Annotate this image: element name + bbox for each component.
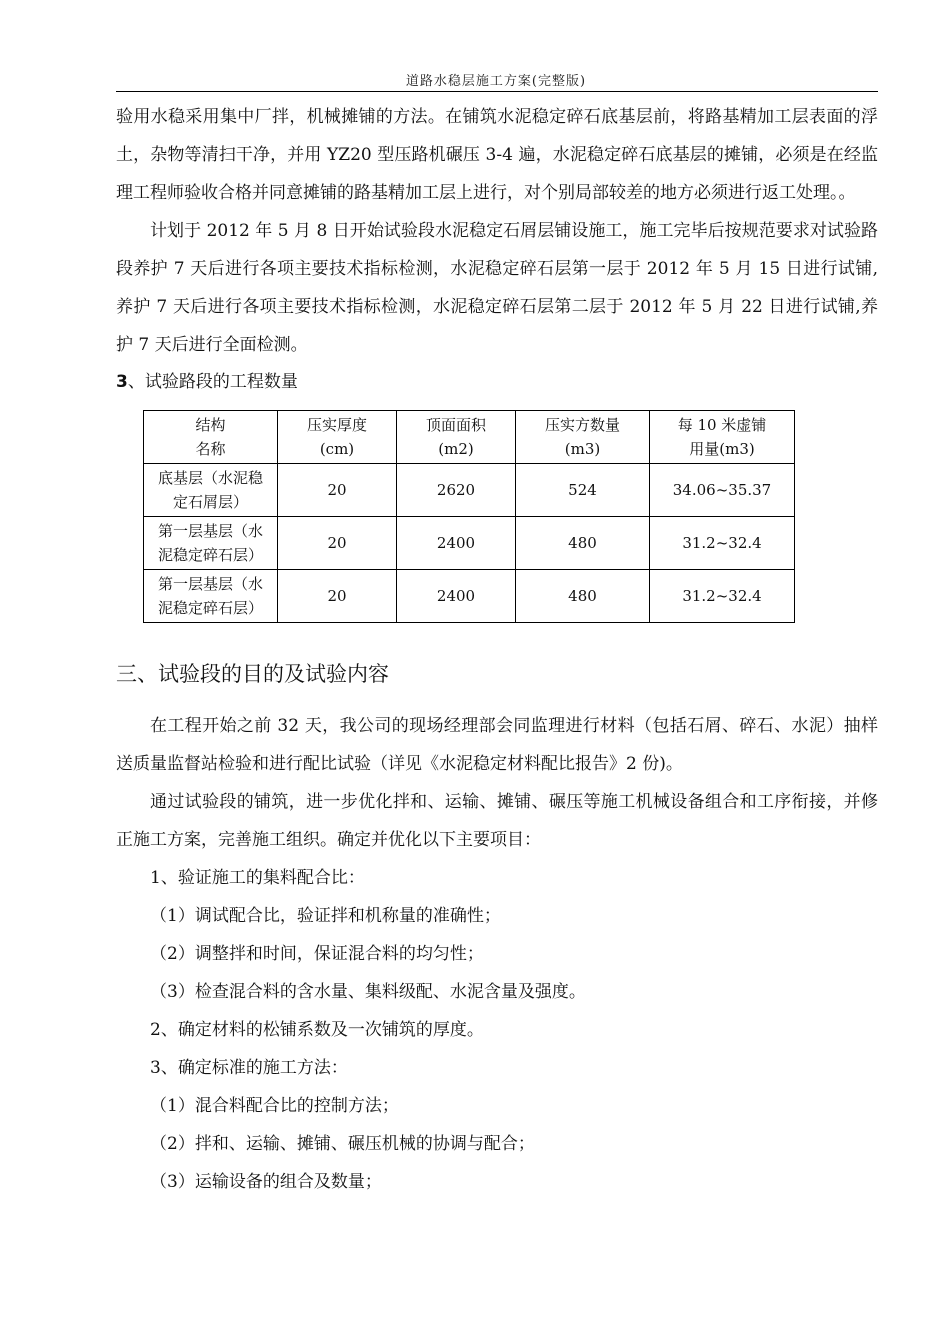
header-cell-area: 顶面面积 (m2): [397, 411, 516, 464]
materials-paragraph: 在工程开始之前 32 天，我公司的现场经理部会同监理进行材料（包括石屑、碎石、水泥）抽样送质量监督站检验和进行配比试验（详见《水泥稳定材料配比报告》2 份)。: [116, 716, 878, 774]
cell-name: 底基层（水泥稳 定石屑层）: [144, 464, 278, 517]
list-item: 1、验证施工的集料配合比：: [150, 868, 365, 888]
list-item: （3）运输设备的组合及数量；: [150, 1172, 382, 1192]
cell-volume: 480: [516, 517, 650, 570]
cell-usage: 31.2~32.4: [650, 570, 795, 623]
table-row: [144, 517, 795, 570]
cell-thickness: 20: [278, 570, 397, 623]
header-rule: [116, 91, 878, 92]
list-item: （2）调整拌和时间，保证混合料的均匀性；: [150, 944, 484, 964]
header-cell-thickness: 压实厚度 (cm): [278, 411, 397, 464]
section-3-number: 3: [116, 372, 128, 392]
cell-usage: 34.06~35.37: [650, 464, 795, 517]
list-item: （1）调试配合比，验证拌和机称量的准确性；: [150, 906, 501, 926]
header-cell-volume: 压实方数量 (m3): [516, 411, 650, 464]
header-cell-usage: 每 10 米虚铺 用量(m3): [650, 411, 795, 464]
table-header-row: [144, 411, 795, 464]
plan-paragraph: 计划于 2012 年 5 月 8 日开始试验段水泥稳定石屑层铺设施工，施工完毕后按规范要求对试验路段养护 7 天后进行各项主要技术指标检测，水泥稳定碎石层第一层于 2012 年 5 月 15 日进行试铺,养护 7 天后进行各项主要技术指标检测，水泥稳定碎石层第二层于 2012 年 5 月 22 日进行试铺,养护 7 天后进行全面检测。: [116, 221, 878, 355]
cell-thickness: 20: [278, 517, 397, 570]
document-body: [116, 98, 878, 1201]
cell-name: 第一层基层（水 泥稳定碎石层）: [144, 517, 278, 570]
cell-usage: 31.2~32.4: [650, 517, 795, 570]
list-item: 2、确定材料的松铺系数及一次铺筑的厚度。: [150, 1020, 484, 1040]
cell-area: 2620: [397, 464, 516, 517]
list-item: （2）拌和、运输、摊铺、碾压机械的协调与配合；: [150, 1134, 535, 1154]
table-row: [144, 570, 795, 623]
cell-name: 第一层基层（水 泥稳定碎石层）: [144, 570, 278, 623]
list-item: （3）检查混合料的含水量、集料级配、水泥含量及强度。: [150, 982, 586, 1002]
intro-paragraph: 验用水稳采用集中厂拌，机械摊铺的方法。在铺筑水泥稳定碎石底基层前，将路基精加工层表面的浮土，杂物等清扫干净，并用 YZ20 型压路机碾压 3-4 遍，水泥稳定碎石底基层的摊铺，必须是在经监理工程师验收合格并同意摊铺的路基精加工层上进行，对个别局部较差的地方必须进行返工处理。。: [116, 107, 878, 203]
cell-thickness: 20: [278, 464, 397, 517]
cell-area: 2400: [397, 517, 516, 570]
chapter-3-heading: 三、试验段的目的及试验内容: [116, 662, 389, 686]
cell-area: 2400: [397, 570, 516, 623]
page-header: 道路水稳层施工方案(完整版): [405, 74, 587, 89]
section-3-title: 、试验路段的工程数量: [127, 372, 298, 392]
list-item: （1）混合料配合比的控制方法；: [150, 1096, 399, 1116]
cell-volume: 524: [516, 464, 650, 517]
section-3-heading: [116, 364, 878, 400]
list-item: 3、确定标准的施工方法：: [150, 1058, 348, 1078]
header-cell-structure: 结构 名称: [144, 411, 278, 464]
quantity-table: [143, 410, 795, 623]
optimize-paragraph: 通过试验段的铺筑，进一步优化拌和、运输、摊铺、碾压等施工机械设备组合和工序衔接，并修正施工方案，完善施工组织。确定并优化以下主要项目：: [116, 792, 878, 850]
cell-volume: 480: [516, 570, 650, 623]
table-row: [144, 464, 795, 517]
